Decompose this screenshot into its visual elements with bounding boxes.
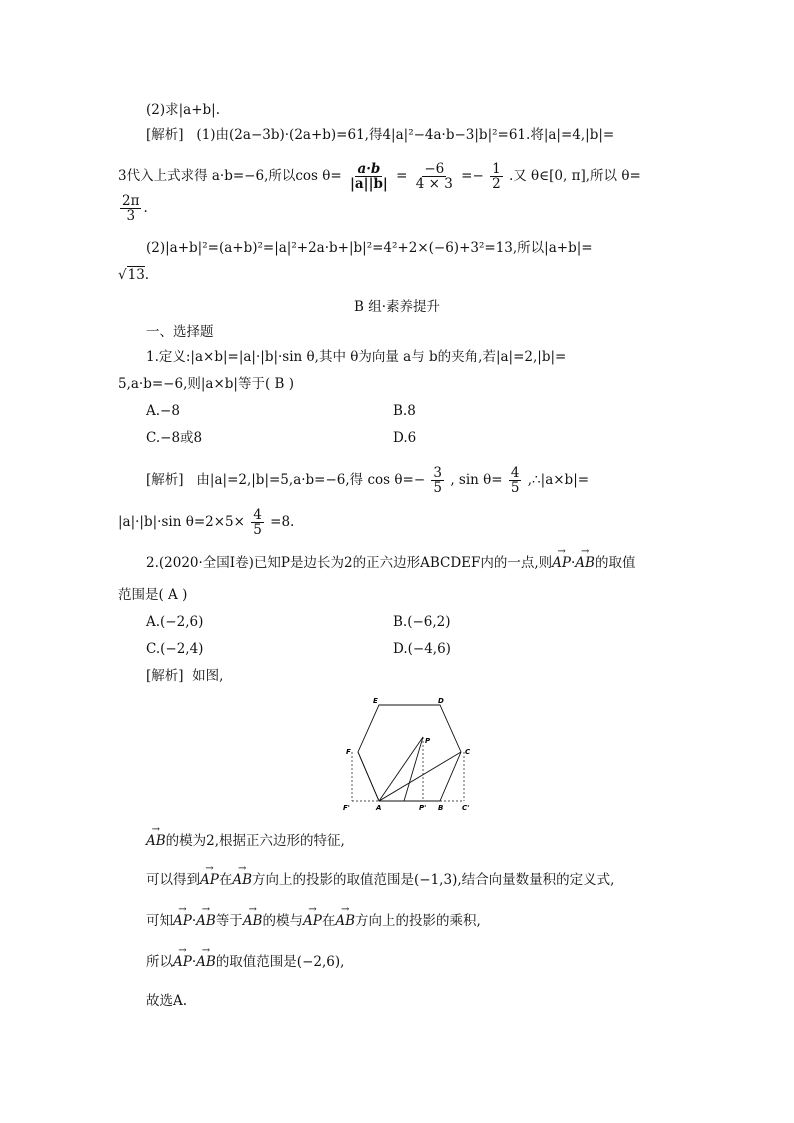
text: 由|a|=2,|b|=5,a·b=−6,得 cos θ=− [196, 472, 426, 488]
text: 在 [218, 872, 233, 888]
numerator: 3 [433, 465, 443, 481]
hexagon-diagram [334, 694, 484, 812]
text: 方向上的投影的乘积, [355, 913, 481, 929]
problem-1-solution-line1 [146, 466, 589, 495]
option-a: A.−8 [146, 403, 180, 419]
vector-ap: → AP [173, 953, 192, 971]
numerator: a·b [357, 161, 381, 177]
numerator: 4 [253, 507, 262, 523]
numerator: 1 [492, 161, 501, 177]
numerator: 2π [122, 193, 140, 209]
segment-p [404, 737, 423, 801]
text: . [144, 267, 150, 283]
vector-ap: → AP [200, 871, 219, 889]
text: 在 [321, 913, 336, 929]
fraction [414, 162, 455, 191]
fraction [120, 194, 141, 223]
analysis-label: [解析] [146, 472, 184, 488]
text: ,∴|a×b|= [527, 472, 590, 488]
text: 如图, [192, 668, 224, 684]
problem-1-solution-line2 [118, 508, 294, 537]
option-d: D.6 [393, 430, 417, 446]
explanation-line3 [146, 912, 481, 930]
vector-ap: → AP [303, 912, 322, 930]
text: 的取值 [594, 555, 636, 571]
text: 可知 [146, 913, 173, 929]
denominator: 5 [510, 480, 520, 496]
problem-2-line2: 范围是( A ) [118, 587, 188, 603]
fraction [509, 466, 522, 495]
text: .又 θ∈[0, π],所以 θ= [508, 168, 641, 184]
segment-ap [379, 737, 423, 801]
segment-af [358, 752, 379, 801]
analysis-label: [解析] [146, 127, 184, 143]
hexagon [358, 705, 461, 801]
analysis-label: [解析] [146, 668, 184, 684]
explanation-line4 [146, 953, 344, 971]
problem-1-line1: 1.定义:|a×b|=|a|·|b|·sin θ,其中 θ为向量 a与 b的夹角,若|a|=2,|b|= [146, 349, 567, 365]
vector-ab: → AB [243, 912, 263, 930]
text: 可以得到 [146, 872, 200, 888]
text: . [143, 200, 148, 216]
vector-ap: → AP [552, 554, 571, 572]
denominator: 3 [126, 208, 136, 224]
denominator: 4 × 3 [415, 176, 453, 192]
option-c: C.(−2,4) [146, 641, 204, 657]
text: 方向上的投影的取值范围是(−1,3),结合向量数量积的定义式, [252, 872, 615, 888]
denominator: 5 [253, 522, 262, 538]
solution-1-line1 [146, 126, 614, 144]
problem-1-line2: 5,a·b=−6,则|a×b|等于( B ) [118, 376, 295, 392]
label-p: P [425, 737, 431, 745]
fraction [490, 162, 503, 191]
text: 2.(2020·全国Ⅰ卷)已知P是边长为2的正六边形ABCDEF内的一点,则 [146, 555, 553, 571]
text: 所以 [146, 954, 173, 970]
denominator: |a||b| [350, 176, 388, 192]
option-c: C.−8或8 [146, 430, 203, 446]
denominator: 5 [433, 480, 443, 496]
label-f-prime: F' [343, 804, 350, 812]
text: = [396, 168, 408, 184]
solution-1-line2 [118, 162, 641, 191]
text: (1)由(2a−3b)·(2a+b)=61,得4|a|²−4a·b−3|b|²=61.将|a|=4,|b|= [196, 127, 615, 143]
numerator: −6 [424, 161, 445, 177]
label-p-prime: P' [419, 804, 427, 812]
vector-ap: → AP [173, 912, 192, 930]
text: · [571, 555, 576, 571]
explanation-line1 [146, 832, 345, 850]
label-d: D [438, 697, 444, 705]
problem-2-line1 [146, 554, 635, 572]
subsection-title: 一、选择题 [146, 324, 214, 340]
vector-ab: → AB [196, 953, 216, 971]
vector-ab: → AB [196, 912, 216, 930]
explanation-line2 [146, 871, 614, 889]
option-b: B.(−6,2) [393, 614, 451, 630]
text: =8. [270, 514, 295, 530]
label-c-prime: C' [462, 804, 470, 812]
sqrt-value: 13 [127, 267, 145, 283]
option-b: B.8 [393, 403, 416, 419]
solution-2-line2 [118, 266, 149, 284]
text: =− [461, 168, 484, 184]
vector-ab: → AB [232, 871, 252, 889]
sqrt-symbol: √ [118, 267, 127, 283]
vector-ab: → AB [575, 554, 595, 572]
option-a: A.(−2,6) [146, 614, 204, 630]
segment-ac [379, 752, 461, 801]
text: 等于 [215, 913, 243, 929]
explanation-line5: 故选A. [146, 993, 188, 1009]
problem-2-solution-label [146, 667, 223, 685]
solution-2-line1: (2)|a+b|²=(a+b)²=|a|²+2a·b+|b|²=4²+2×(−6)+3²=13,所以|a+b|= [146, 240, 593, 256]
denominator: 2 [492, 176, 501, 192]
label-c: C [465, 748, 471, 756]
vector-ab: → AB [146, 832, 166, 850]
vector-ab: → AB [335, 912, 355, 930]
text: |a|·|b|·sin θ=2×5× [118, 514, 245, 530]
text: 的模为2,根据正六边形的特征, [165, 833, 345, 849]
text: , sin θ= [450, 472, 503, 488]
option-d: D.(−4,6) [393, 641, 451, 657]
text: 3代入上式求得 a·b=−6,所以cos θ= [118, 168, 342, 184]
label-e: E [373, 697, 378, 705]
q2-prompt: (2)求|a+b|. [146, 102, 221, 118]
label-a: A [376, 804, 382, 812]
text: · [191, 954, 197, 970]
label-f: F [346, 748, 351, 756]
label-b: B [438, 804, 444, 812]
solution-1-line3 [118, 194, 148, 223]
numerator: 4 [510, 465, 520, 481]
text: 的模与 [262, 913, 303, 929]
fraction [431, 466, 444, 495]
text: · [191, 913, 197, 929]
fraction [251, 508, 264, 537]
text: 的取值范围是(−2,6), [215, 954, 345, 970]
section-title: B 组·素养提升 [353, 299, 440, 315]
fraction [348, 162, 390, 191]
